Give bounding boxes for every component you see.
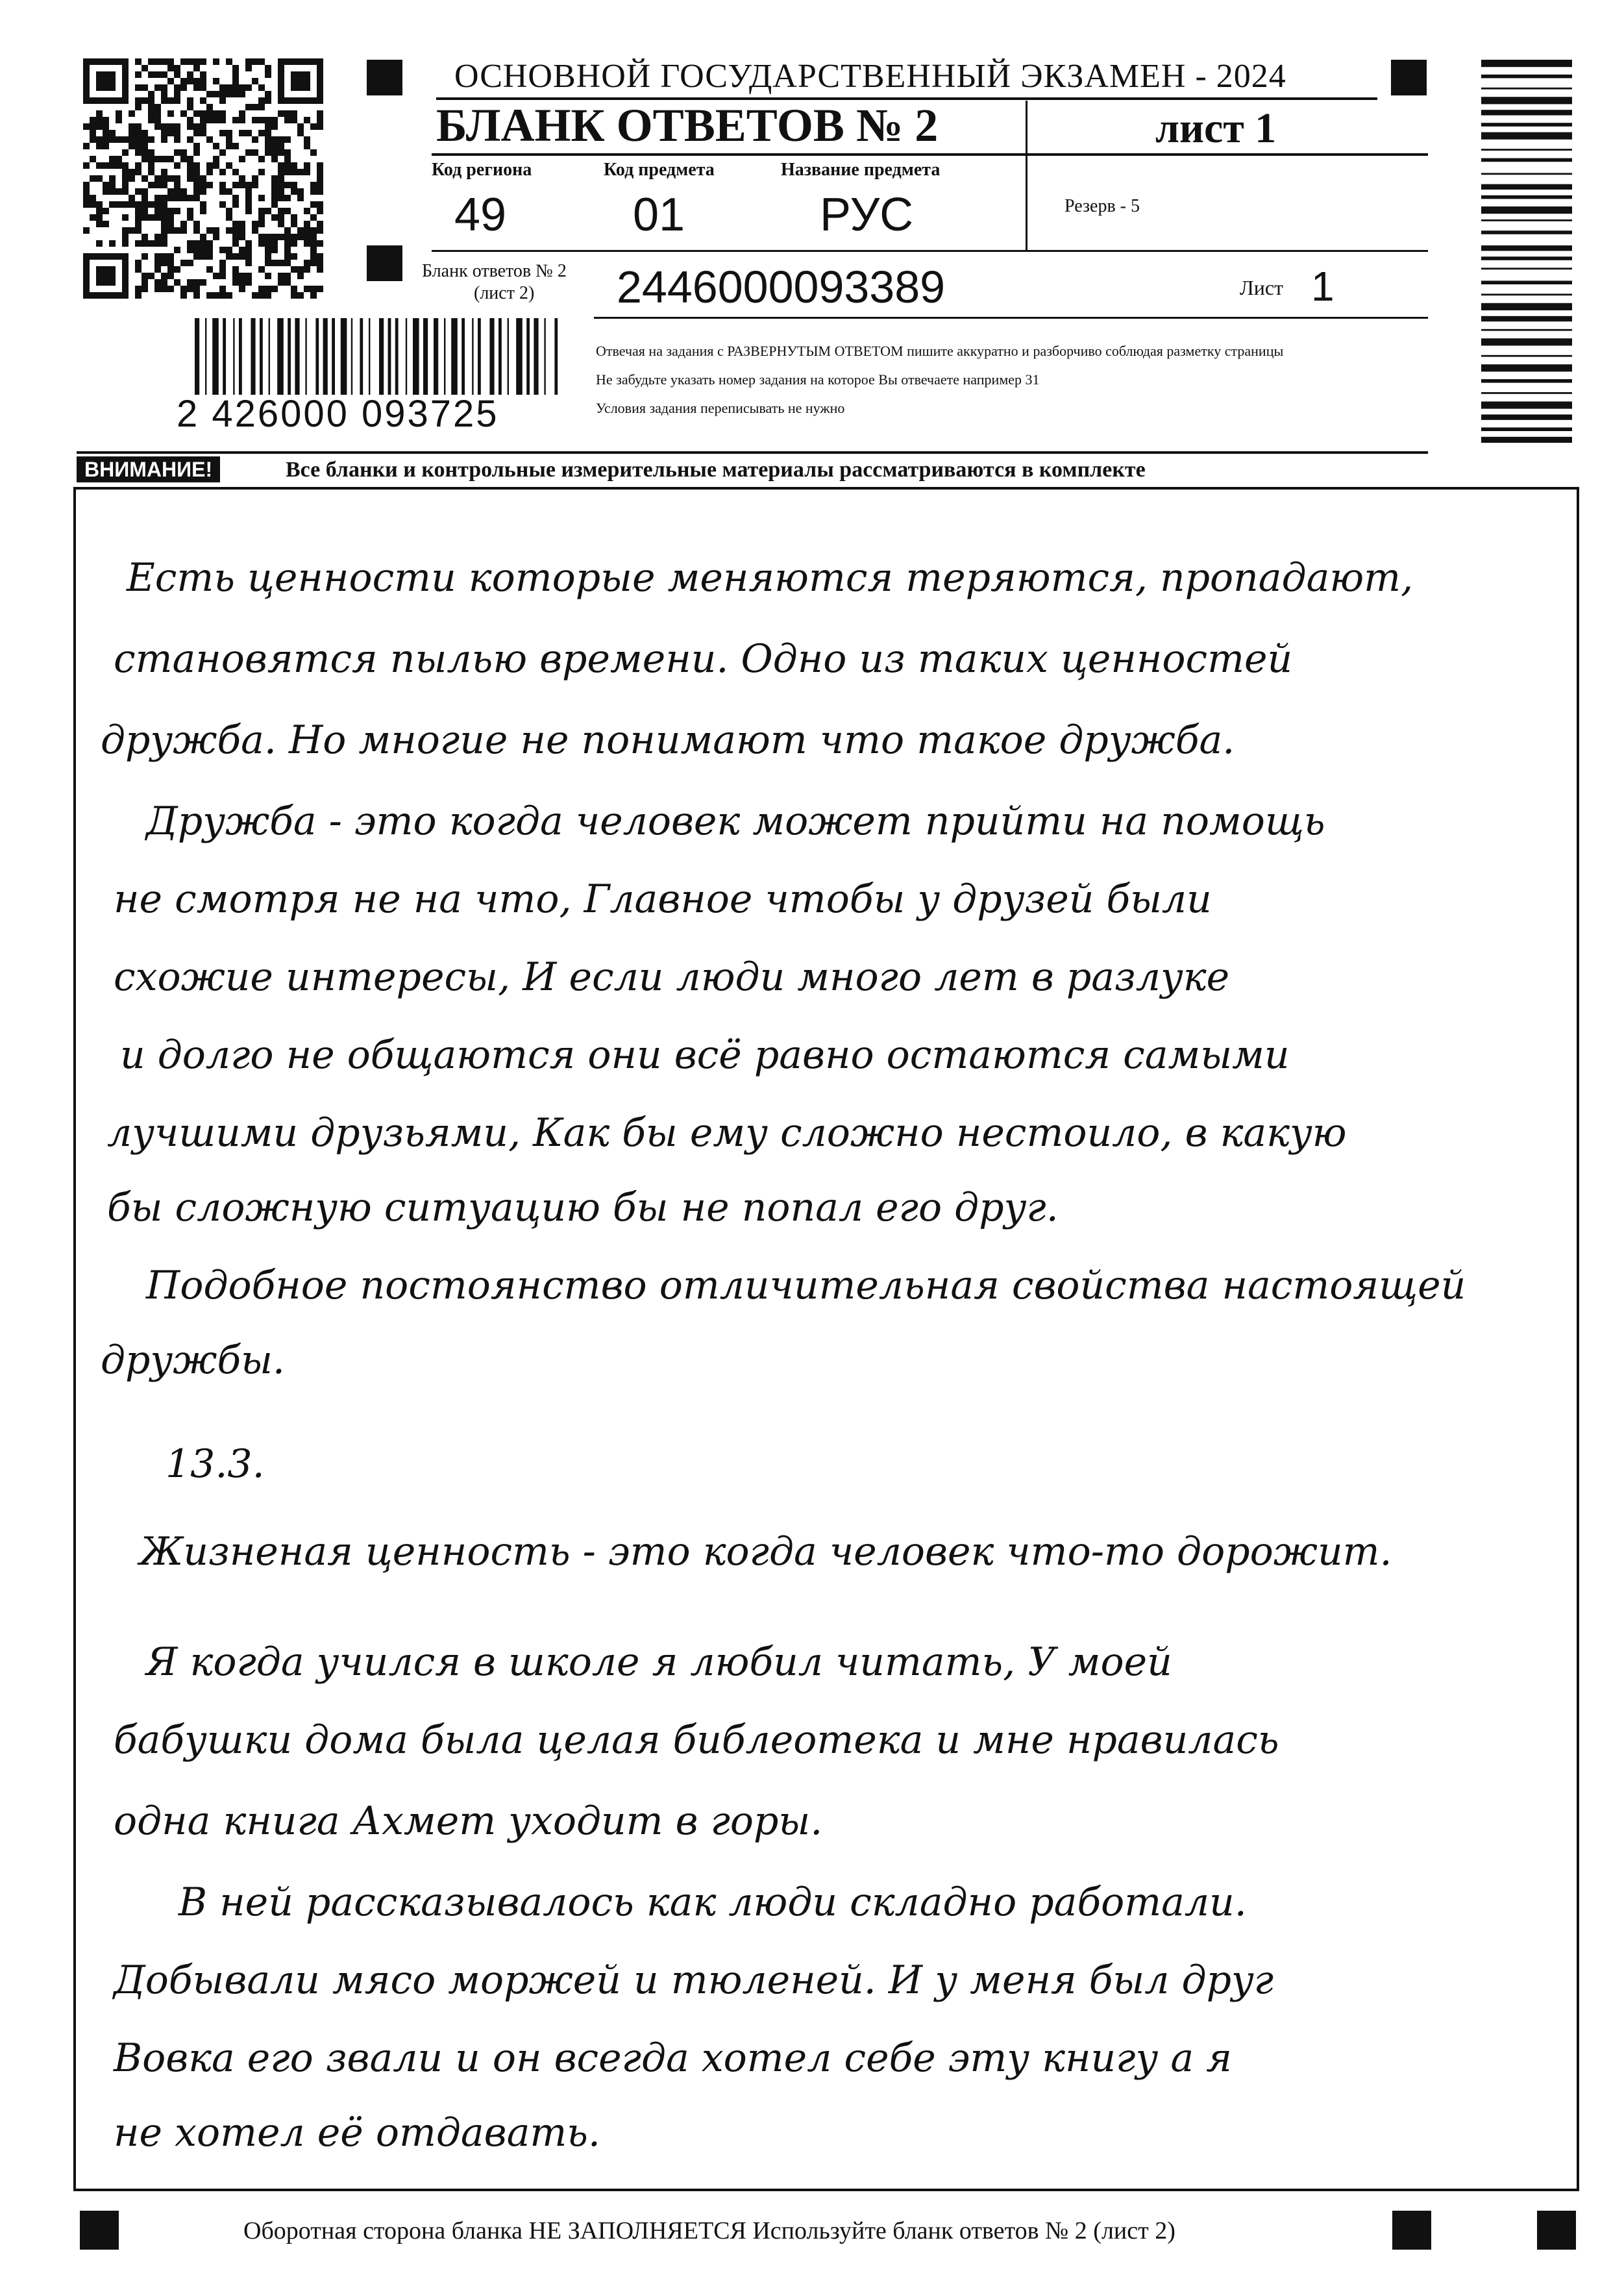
form-number: 2446000093389 [617,262,946,312]
barcode-bar [489,318,494,395]
barcode-bar [1481,427,1572,431]
form-ref-line1: Бланк ответов № 2 [422,261,567,281]
barcode-bar [1481,219,1572,221]
barcode-bar [1481,60,1572,67]
barcode-bar [288,318,291,395]
barcode-bar [1481,88,1572,90]
barcode-bar [508,318,509,395]
barcode-bar [341,318,347,395]
barcode-bar [251,318,255,395]
barcode-bar [205,318,206,395]
barcode-bar [1481,267,1572,269]
barcode-bar [295,318,299,395]
sheet-value: 1 [1311,263,1335,310]
answer-line: Подобное постоянство отличительная свойства настоящей [146,1263,1466,1308]
barcode-bar [1481,123,1572,127]
barcode-bar [1481,149,1572,151]
barcode-bar [1481,364,1572,371]
barcode-bar [1481,97,1572,104]
barcode-bar [351,318,352,395]
answer-line: не хотел её отдавать. [114,2110,600,2156]
barcode-bar [498,318,502,395]
instruction-line-3: Условия задания переписывать не нужно [596,400,845,416]
barcode-bar [1481,401,1572,408]
barcode-bar [423,318,428,395]
barcode-bar [1481,316,1572,321]
barcode-bar [1481,158,1572,162]
instruction-line-2: Не забудьте указать номер задания на которое Вы отвечаете например 31 [596,371,1040,388]
barcode-bar [305,318,306,395]
alignment-marker-top-right [1391,60,1427,95]
barcode-bar [534,318,538,395]
barcode-bar [315,318,319,395]
alignment-marker-bottom-mid [1392,2211,1431,2250]
barcode-bar [1481,230,1572,234]
reserve-label: Резерв - 5 [1064,196,1140,216]
barcode-bar [1481,379,1572,383]
barcode-bar [1481,293,1572,295]
barcode-bar [395,318,399,395]
region-label: Код региона [432,160,532,180]
answer-line: одна книга Ахмет уходит в горы. [114,1798,823,1844]
barcode-bar [388,318,391,395]
answer-line: не смотря не на что, Главное чтобы у друзей были [114,876,1212,922]
answer-line: бабушки дома была целая библеотека и мне нравилась [114,1717,1279,1763]
barcode-bar [1481,245,1572,251]
subject-name-value: РУС [820,189,914,241]
region-value: 49 [454,189,507,241]
barcode-bar [360,318,363,395]
alignment-marker-mid-left [367,245,402,281]
form-number-underline [594,317,1428,319]
sheet-label: Лист [1240,276,1284,299]
barcode-bar [444,318,445,395]
barcode-bar [478,318,481,395]
barcode-bar [451,318,458,395]
barcode-bar [554,318,558,395]
subject-name-label: Название предмета [781,160,941,180]
barcode-bar [379,318,384,395]
answer-line: В ней рассказывалось как люди складно работали. [178,1880,1247,1925]
warning-text: Все бланки и контрольные измерительные материалы рассматриваются в комплекте [286,458,1146,482]
answer-line: Дружба - это когда человек может прийти на помощь [146,799,1325,844]
barcode-bar [269,318,270,395]
answer-line: и долго не общаются они всё равно остаются самыми [120,1032,1290,1078]
barcode-bar [1481,414,1572,419]
subject-code-label: Код предмета [604,160,715,180]
barcode-bar [369,318,370,395]
form-title-underline [432,153,1428,156]
barcode-bar [1481,110,1572,115]
barcode-bar [461,318,465,395]
instructions-underline [77,451,1428,454]
answer-line: лучшими друзьями, Как бы ему сложно нестоило, в какую [107,1110,1347,1156]
footer-text: Оборотная сторона бланка НЕ ЗАПОЛНЯЕТСЯ Используйте бланк ответов № 2 (лист 2) [243,2217,1175,2244]
subject-code-value: 01 [633,189,685,241]
barcode-bar [516,318,523,395]
barcode-bar [195,318,199,395]
answer-line: становятся пылью времени. Одно из таких ценностей [114,636,1293,682]
barcode-bar [1481,338,1572,345]
form-ref-line2: (лист 2) [474,283,535,303]
form-title: БЛАНК ОТВЕТОВ № 2 [436,99,939,151]
instruction-line-1: Отвечая на задания с РАЗВЕРНУТЫМ ОТВЕТОМ пишите аккуратно и разборчиво соблюдая разметку страницы [596,343,1284,359]
fields-underline [432,250,1428,252]
barcode-bar [260,318,263,395]
answer-line: Я когда учился в школе я любил читать, У моей [146,1639,1172,1685]
answer-line: Жизненая ценность - это когда человек что-то дорожит. [140,1529,1392,1574]
barcode-bar [277,318,284,395]
barcode-bar [526,318,530,395]
barcode-bar [332,318,335,395]
barcode-bar [1481,195,1572,199]
answer-line: дружбы. [101,1337,286,1383]
barcode-bar [1481,392,1572,394]
sheet-title: лист 1 [1155,105,1277,152]
barcode-bar [1481,173,1572,175]
answer-line: дружба. Но многие не понимают что такое дружба. [101,717,1235,763]
barcode-bar [1481,75,1572,79]
barcode-bar [1481,184,1572,190]
vertical-barcode [1481,60,1572,443]
alignment-marker-top-left [367,60,402,95]
barcode-bar [1481,256,1572,260]
barcode-bar [1481,303,1572,310]
barcode-bar [1481,280,1572,284]
barcode-bar [1481,437,1572,443]
answer-line: Есть ценности которые меняются теряются, пропадают, [127,555,1414,601]
barcode-bar [223,318,226,395]
barcode-bar [544,318,545,395]
warning-badge: ВНИМАНИЕ! [77,456,220,482]
barcode-bar [472,318,473,395]
barcode-bar [1481,355,1572,357]
alignment-marker-bottom-left [80,2211,119,2250]
barcode-bar [434,318,438,395]
barcode-bar [1481,329,1572,331]
answer-line: Добывали мясо моржей и тюленей. И у меня был друг [114,1957,1274,2003]
answer-line: бы сложную ситуацию бы не попал его друг. [107,1185,1059,1230]
alignment-marker-bottom-right [1537,2211,1576,2250]
qr-code [83,58,323,299]
barcode-bar [323,318,328,395]
answer-line: схожие интересы, И если люди много лет в разлуке [114,954,1230,1000]
barcode-bar [413,318,419,395]
answer-line: 13.3. [166,1441,265,1487]
barcode-bar [1481,206,1572,214]
header-vertical-divider [1026,101,1027,250]
answer-line: Вовка его звали и он всегда хотел себе эту книгу а я [114,2035,1232,2081]
barcode-bar [212,318,219,395]
barcode-bar [406,318,407,395]
exam-title: ОСНОВНОЙ ГОСУДАРСТВЕННЫЙ ЭКЗАМЕН - 2024 [454,58,1286,95]
barcode-bar [1481,132,1572,140]
barcode-number: 2 426000 093725 [177,393,499,435]
barcode-bar [233,318,234,395]
barcode-bar [239,318,242,395]
